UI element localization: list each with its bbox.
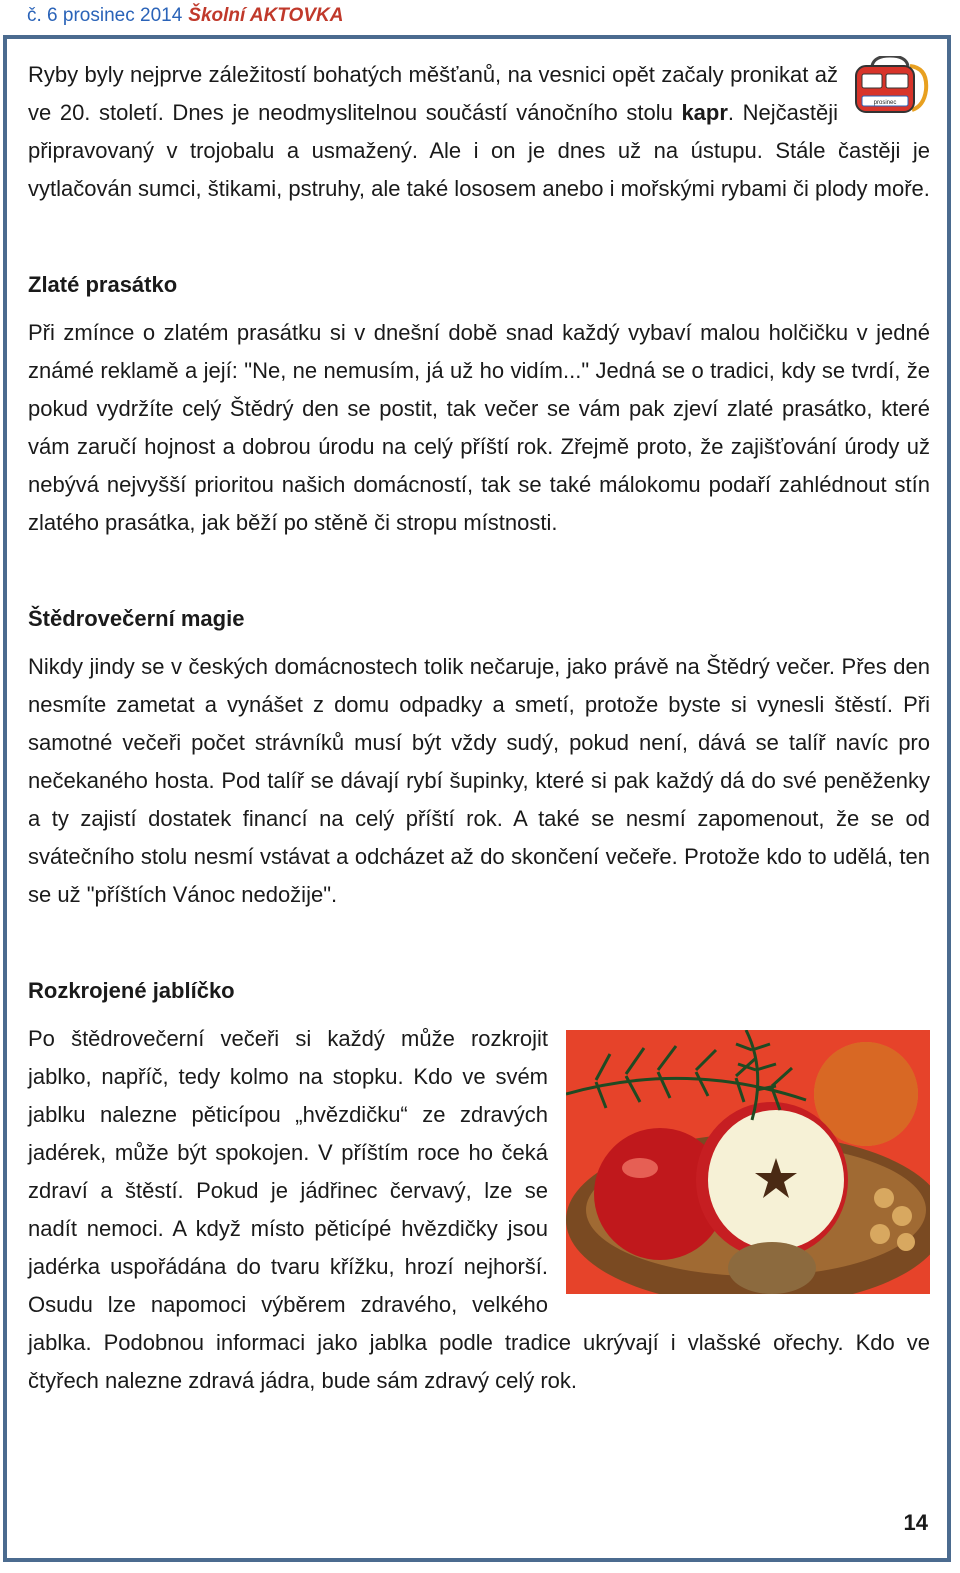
section-title: Štědrovečerní magie	[28, 606, 245, 631]
section-text: Při zmínce o zlatém prasátku si v dnešní době snad každý vybaví malou holčičku v jedné známé reklamě a její: "Ne, ne nemusím, já už ho vidím..." Jedná se o tradici, kdy se tvrdí, že pokud vydržíte celý Štědrý den se postit, tak večer se vám pak zjeví zlaté prasátko, které vám zaručí hojnost a dobrou úrodu na celý příští rok. Zřejmě proto, že zajišťování úrody už nebývá nejvyšší prioritou našich domácností, tak se také málokomu podaří zahlédnout stín zlatého prasátka, jak běží po stěně či stropu místnosti.	[28, 320, 930, 535]
section-text: Po štědrovečerní večeři si každý může rozkrojit jablko, napříč, tedy kolmo na stopku. Kdo ve svém jablku nalezne pěticípou „hvězdičku“ ze zdravých jadérek, může být spokojen. V příštím roce ho čeká zdraví a štěstí. Pokud je jádřinec červavý, lze se nadít nemoci. A když místo pěticípé hvězdičky jsou jadérka uspořádána do tvaru křížku, hrozí nejhorší. Osudu lze napomoci výběrem zdravého, velkého jablka. Podobnou informaci jako jablka podle tradice ukrývají i vlašské ořechy. Kdo ve čtyřech nalezne zdravá jádra, bude sám zdravý celý rok.	[28, 1026, 930, 1393]
section-golden-piglet	[28, 266, 930, 542]
magazine-title: Školní AKTOVKA	[188, 5, 344, 26]
school-bag-icon	[852, 56, 930, 118]
section-cut-apple	[28, 972, 930, 1400]
section-christmas-magic	[28, 600, 930, 914]
page-number: 14	[903, 1510, 928, 1535]
bag-label: prosinec	[873, 100, 897, 106]
intro-paragraph	[28, 56, 930, 208]
intro-text-start: Ryby byly nejprve záležitostí bohatých měšťanů, na vesnici opět začaly pronikat až ve 20. století. Dnes je neodmyslitelnou součástí vánočního stolu	[28, 62, 838, 125]
article-body	[28, 56, 930, 1400]
issue-label: č. 6 prosinec 2014	[27, 5, 183, 26]
section-text: Nikdy jindy se v českých domácnostech tolik nečaruje, jako právě na Štědrý večer. Přes den nesmíte zametat a vynášet z domu odpadky a smetí, protože byste si vynesli štěstí. Při samotné večeři počet strávníků musí být vždy sudý, pokud není, dává se talíř navíc pro nečekaného hosta. Pod talíř se dávají rybí šupinky, které si pak každý dá do své peněženky a ty zajistí dostatek financí na celý příští rok. A také se nesmí zapomenout, že se od svátečního stolu nesmí vstávat a odcházet až do skončení večeře. Protože kdo to udělá, ten se už "příštích Vánoc nedožije".	[28, 654, 930, 907]
apples-photo	[566, 1030, 930, 1294]
section-title: Zlaté prasátko	[28, 272, 178, 297]
page-header	[27, 2, 343, 30]
intro-bold-word: kapr	[681, 100, 728, 125]
section-title: Rozkrojené jablíčko	[28, 978, 235, 1003]
intro-text-end: . Nejčastěji připravovaný v trojobalu a usmažený. Ale i on je dnes už na ústupu. Stále častěji je vytlačován sumci, štikami, pstruhy, ale také lososem anebo i mořskými rybami či plody moře.	[28, 100, 930, 201]
